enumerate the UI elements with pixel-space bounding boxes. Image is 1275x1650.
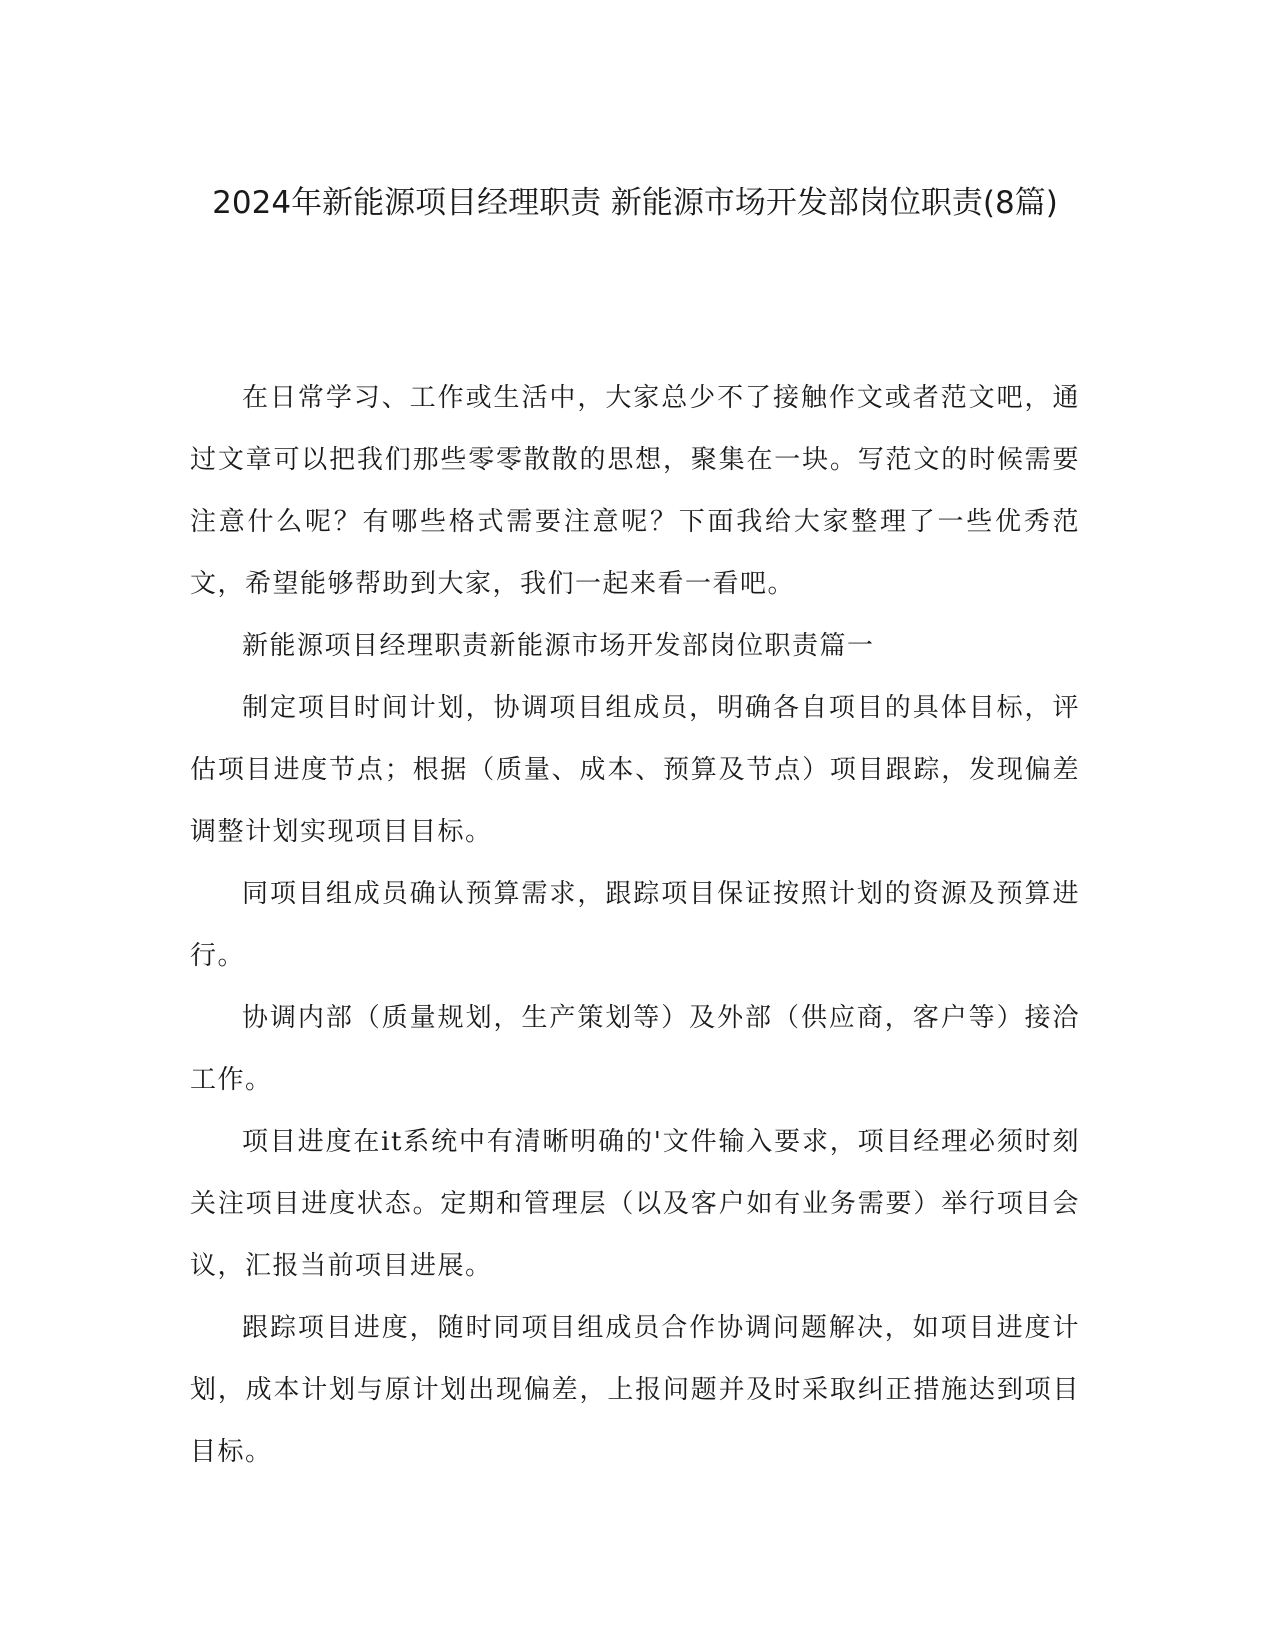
paragraph-coordination: 协调内部（质量规划，生产策划等）及外部（供应商，客户等）接洽工作。 bbox=[190, 1003, 1080, 1095]
paragraph-intro: 在日常学习、工作或生活中，大家总少不了接触作文或者范文吧，通过文章可以把我们那些零零散散的思想，聚集在一块。写范文的时候需要注意什么呢？有哪些格式需要注意呢？下面我给大家整理了一些优秀范文，希望能够帮助到大家，我们一起来看一看吧。 bbox=[190, 383, 1080, 599]
paragraph-budget: 同项目组成员确认预算需求，跟踪项目保证按照计划的资源及预算进行。 bbox=[190, 879, 1080, 971]
document-body bbox=[190, 367, 1080, 1483]
section-heading: 新能源项目经理职责新能源市场开发部岗位职责篇一 bbox=[242, 631, 875, 661]
paragraph-plan: 制定项目时间计划，协调项目组成员，明确各自项目的具体目标，评估项目进度节点；根据（质量、成本、预算及节点）项目跟踪，发现偏差调整计划实现项目目标。 bbox=[190, 693, 1080, 847]
paragraph-tracking: 跟踪项目进度，随时同项目组成员合作协调问题解决，如项目进度计划，成本计划与原计划出现偏差，上报问题并及时采取纠正措施达到项目目标。 bbox=[190, 1313, 1080, 1467]
document-title: 2024年新能源项目经理职责 新能源市场开发部岗位职责(8篇) bbox=[212, 185, 1058, 221]
paragraph-progress: 项目进度在it系统中有清晰明确的'文件输入要求，项目经理必须时刻关注项目进度状态。定期和管理层（以及客户如有业务需要）举行项目会议，汇报当前项目进展。 bbox=[190, 1127, 1080, 1281]
